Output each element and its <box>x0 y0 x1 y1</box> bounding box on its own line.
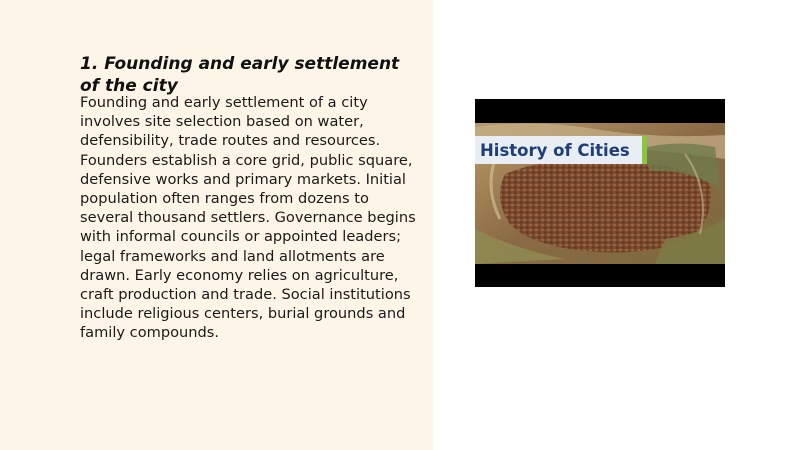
slide-body-text: Founding and early settlement of a city involves site selection based on water, defensibility, trade routes and resources. Founders establish a core grid, public square, defensive works and primary markets. Initial population often ranges from dozens to several thousand settlers. Governance begins with informal councils or appointed leaders; legal frameworks and land allotments are drawn. Early economy relies on agriculture, craft production and trade. Social institutions include religious centers, burial grounds and family compounds. <box>80 94 416 342</box>
video-thumbnail[interactable] <box>475 99 725 287</box>
city-aerial-map-image <box>475 99 725 287</box>
slide-heading: 1. Founding and early settlement of the city <box>80 54 400 96</box>
video-title-banner: History of Cities <box>475 136 647 164</box>
